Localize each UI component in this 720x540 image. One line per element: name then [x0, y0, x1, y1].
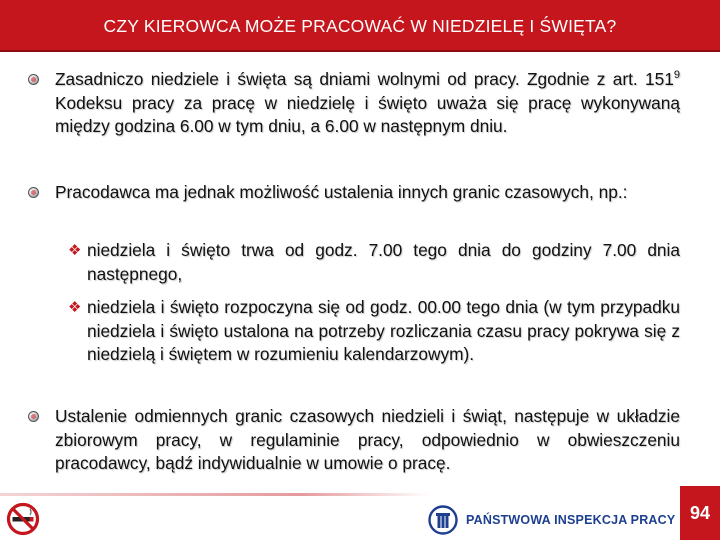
bullet-1-text-start: Zasadniczo niedziele i święta są dniami wolnymi od pracy. Zgodnie z art. 151: [55, 69, 674, 89]
round-bullet-icon: [28, 411, 39, 422]
round-bullet-icon: [28, 187, 39, 198]
bullet-3-text: Ustalenie odmiennych granic czasowych niedzieli i świąt, następuje w układzie zbiorowym pracy, w regulaminie pracy, odpowiednio w obwieszczeniu pracodawcy, bądź indywidualnie w umowie o pracę.: [55, 406, 680, 474]
sub-bullet-2: [68, 296, 680, 367]
bullet-1-superscript: 9: [673, 69, 680, 82]
bullet-1: [55, 68, 680, 139]
bullet-2-text: Pracodawca ma jednak możliwość ustalenia innych granic czasowych, np.:: [55, 182, 628, 202]
page-number-text: 94: [689, 502, 711, 523]
sub-bullet-1-text: niedziela i święto trwa od godz. 7.00 tego dnia do godziny 7.00 dnia następnego,: [87, 240, 680, 284]
page-number: [680, 486, 720, 540]
checkmark-icon: ❖: [68, 241, 82, 259]
pip-logo-icon: [428, 505, 458, 535]
sub-bullet-1: [68, 239, 680, 286]
logo-text: PAŃSTWOWA INSPEKCJA PRACY: [466, 513, 676, 527]
round-bullet-icon: [28, 74, 39, 85]
bullet-1-text-end: Kodeksu pracy za pracę w niedzielę i święto uważa się pracę wykonywaną między godzina 6.00 w tym dniu, a 6.00 w następnym dniu.: [55, 92, 680, 137]
sub-bullet-2-text: niedziela i święto rozpoczyna się od godz. 00.00 tego dnia (w tym przypadku niedziela i święto ustalona na potrzeby rozliczania czasu pracy pokrywa się z niedzielą i świętem w rozumieniu kalendarzowym).: [87, 297, 680, 365]
pip-logo: [428, 505, 675, 535]
footer-divider: [0, 493, 430, 496]
bullet-3: [55, 405, 680, 476]
no-smoking-icon: [6, 502, 40, 536]
title-underline: [0, 50, 720, 52]
title-bar: [0, 0, 720, 52]
checkmark-icon: ❖: [68, 298, 82, 316]
slide-title: CZY KIEROWCA MOŻE PRACOWAĆ W NIEDZIELĘ I ŚWIĘTA?: [103, 15, 617, 36]
bullet-2: [55, 181, 680, 205]
